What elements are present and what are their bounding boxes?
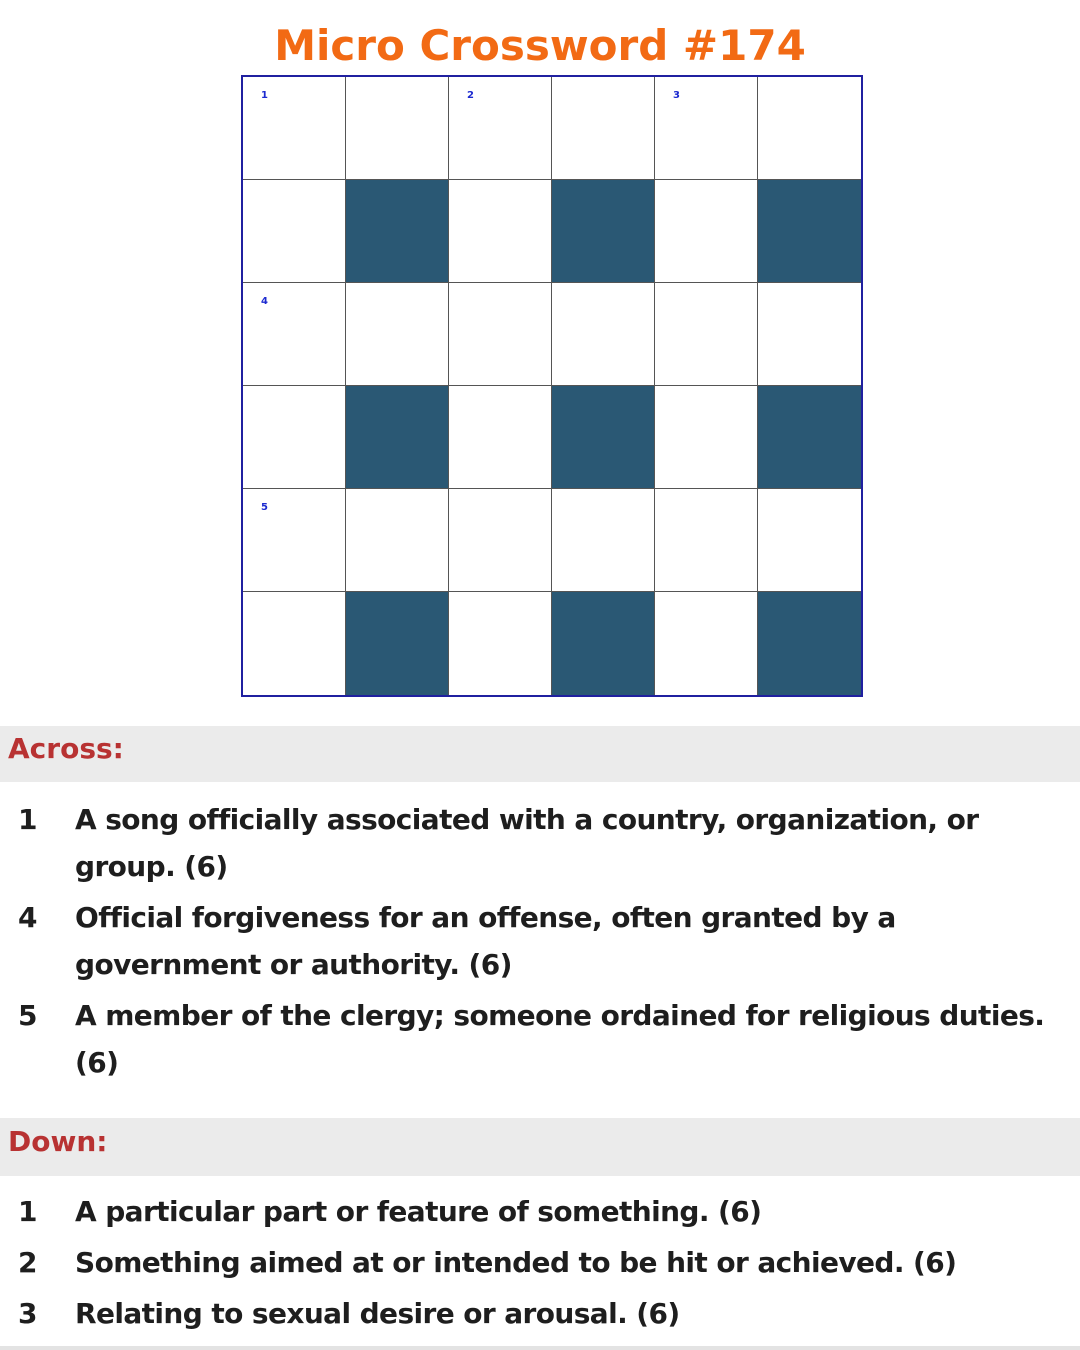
- grid-block-cell: [346, 592, 449, 695]
- grid-block-cell: [552, 592, 655, 695]
- grid-cell[interactable]: [449, 77, 552, 180]
- grid-cell[interactable]: [243, 592, 346, 695]
- clue-number: 5: [18, 999, 37, 1032]
- grid-cell[interactable]: [449, 489, 552, 592]
- grid-cell[interactable]: [243, 489, 346, 592]
- grid-cell[interactable]: [243, 77, 346, 180]
- across-clue-4[interactable]: [0, 894, 1080, 988]
- cell-number: 2: [467, 90, 474, 101]
- across-clue-5[interactable]: [0, 992, 1080, 1086]
- grid-cell[interactable]: [758, 489, 861, 592]
- cell-number: 3: [673, 90, 680, 101]
- grid-cell[interactable]: [346, 77, 449, 180]
- grid-cell[interactable]: [655, 489, 758, 592]
- clue-text: A member of the clergy; someone ordained for religious duties. (6): [75, 999, 1045, 1079]
- grid-cell[interactable]: [346, 283, 449, 386]
- clue-number: 2: [18, 1246, 37, 1279]
- clue-number: 4: [18, 901, 37, 934]
- clue-text: Official forgiveness for an offense, often granted by a government or authority. (6): [75, 901, 896, 981]
- bottom-divider: [0, 1346, 1080, 1350]
- down-clue-list: [0, 1188, 1080, 1341]
- grid-block-cell: [552, 386, 655, 489]
- cell-number: 4: [261, 296, 268, 307]
- grid-cell[interactable]: [449, 592, 552, 695]
- grid-cell[interactable]: [552, 283, 655, 386]
- grid-cell[interactable]: [243, 386, 346, 489]
- grid-block-cell: [758, 180, 861, 283]
- grid-block-cell: [346, 180, 449, 283]
- across-header: Across:: [0, 726, 1080, 782]
- grid-block-cell: [346, 386, 449, 489]
- grid-cell[interactable]: [655, 77, 758, 180]
- clue-number: 3: [18, 1297, 37, 1330]
- cell-number: 1: [261, 90, 268, 101]
- clue-number: 1: [18, 1195, 37, 1228]
- grid-cell[interactable]: [449, 386, 552, 489]
- grid-block-cell: [758, 386, 861, 489]
- down-clue-1[interactable]: [0, 1188, 1080, 1235]
- grid-cell[interactable]: [346, 489, 449, 592]
- clue-text: A song officially associated with a country, organization, or group. (6): [75, 803, 979, 883]
- clue-text: Something aimed at or intended to be hit or achieved. (6): [75, 1246, 957, 1279]
- grid-cell[interactable]: [552, 489, 655, 592]
- down-clue-2[interactable]: [0, 1239, 1080, 1286]
- crossword-grid: [241, 75, 863, 697]
- grid-cell[interactable]: [655, 180, 758, 283]
- grid-cell[interactable]: [655, 386, 758, 489]
- puzzle-title: Micro Crossword #174: [274, 21, 806, 70]
- grid-cell[interactable]: [655, 592, 758, 695]
- grid-cell[interactable]: [758, 77, 861, 180]
- grid-cell[interactable]: [449, 283, 552, 386]
- clue-text: Relating to sexual desire or arousal. (6): [75, 1297, 680, 1330]
- grid-cell[interactable]: [552, 77, 655, 180]
- grid-cell[interactable]: [243, 180, 346, 283]
- grid-cell[interactable]: [243, 283, 346, 386]
- grid-cell[interactable]: [449, 180, 552, 283]
- cell-number: 5: [261, 502, 268, 513]
- across-clue-list: [0, 796, 1080, 1090]
- clue-text: A particular part or feature of something. (6): [75, 1195, 762, 1228]
- across-clue-1[interactable]: [0, 796, 1080, 890]
- grid-block-cell: [552, 180, 655, 283]
- clue-number: 1: [18, 803, 37, 836]
- grid-cell[interactable]: [758, 283, 861, 386]
- grid-block-cell: [758, 592, 861, 695]
- grid-cell[interactable]: [655, 283, 758, 386]
- down-header: Down:: [0, 1118, 1080, 1176]
- down-clue-3[interactable]: [0, 1290, 1080, 1337]
